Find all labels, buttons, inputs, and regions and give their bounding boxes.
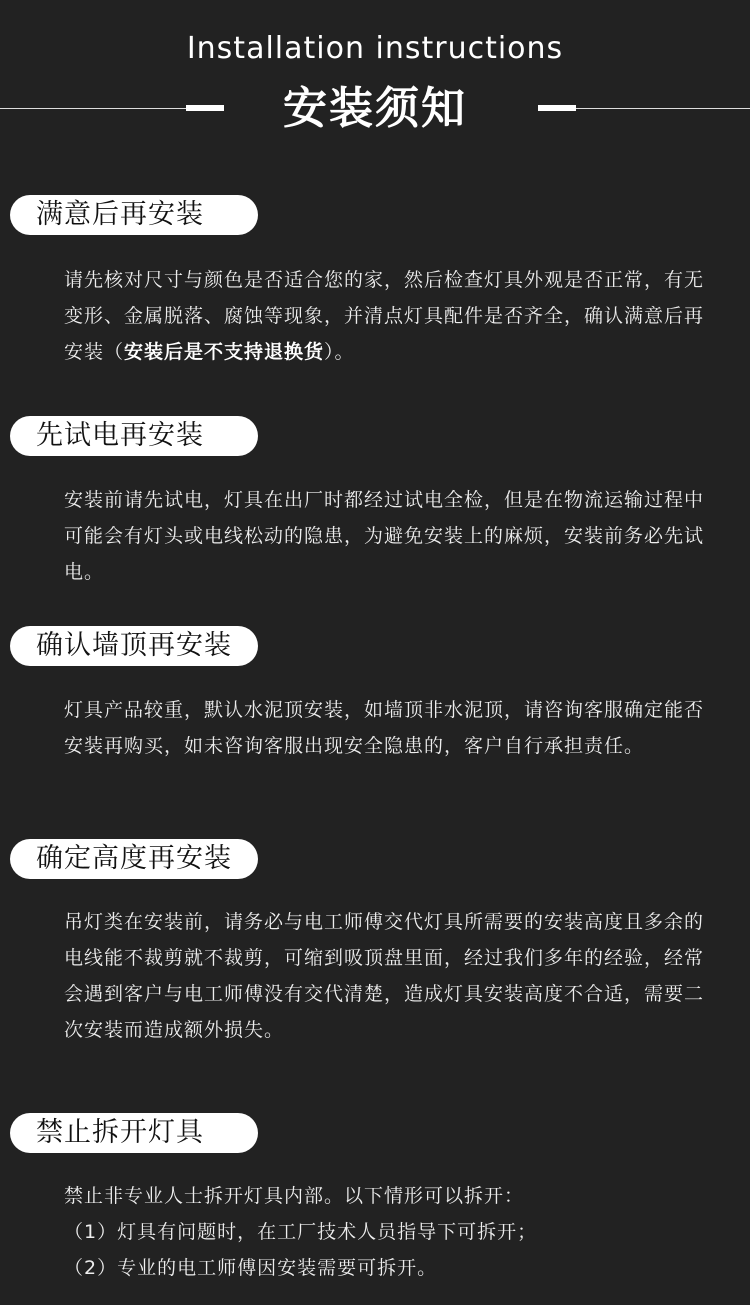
section-title-confirm-height: 确定高度再安装 [10,839,258,879]
section-title-satisfied: 满意后再安装 [10,195,258,235]
body-text: 请先核对尺寸与颜色是否适合您的家，然后检查灯具外观是否正常，有无变形、金属脱落、腐蚀等现象，并清点灯具配件是否齐全，确认满意后再安装（ [64,269,705,363]
section-title-test-power: 先试电再安装 [10,416,258,456]
section-body-confirm-height: 吊灯类在安装前，请务必与电工师傅交代灯具所需要的安装高度且多余的电线能不裁剪就不裁剪，可缩到吸顶盘里面，经过我们多年的经验，经常会遇到客户与电工师傅没有交代清楚，造成灯具安装高度不合适，需要二次安装而造成额外损失。 [64,911,705,1041]
section-body-satisfied [64,262,704,370]
section-body-confirm-ceiling: 灯具产品较重，默认水泥顶安装，如墙顶非水泥顶，请咨询客服确定能否安装再购买，如未咨询客服出现安全隐患的，客户自行承担责任。 [64,699,705,757]
body-text-emphasis: 安装后是不支持退换货 [124,341,325,363]
body-text-tail: ）。 [324,341,355,363]
list-line: （1）灯具有问题时，在工厂技术人员指导下可拆开； [64,1221,538,1243]
section-body-no-disassembly [64,1178,704,1286]
title-chinese: 安装须知 [283,83,467,134]
list-line: 禁止非专业人士拆开灯具内部。以下情形可以拆开： [64,1185,525,1207]
title-english: Installation instructions [186,31,564,66]
section-body-test-power: 安装前请先试电，灯具在出厂时都经过试电全检，但是在物流运输过程中可能会有灯头或电线松动的隐患，为避免安装上的麻烦，安装前务必先试电。 [64,489,705,583]
section-title-no-disassembly: 禁止拆开灯具 [10,1113,258,1153]
section-title-confirm-ceiling: 确认墙顶再安装 [10,626,258,666]
list-line: （2）专业的电工师傅因安装需要可拆开。 [64,1257,438,1279]
